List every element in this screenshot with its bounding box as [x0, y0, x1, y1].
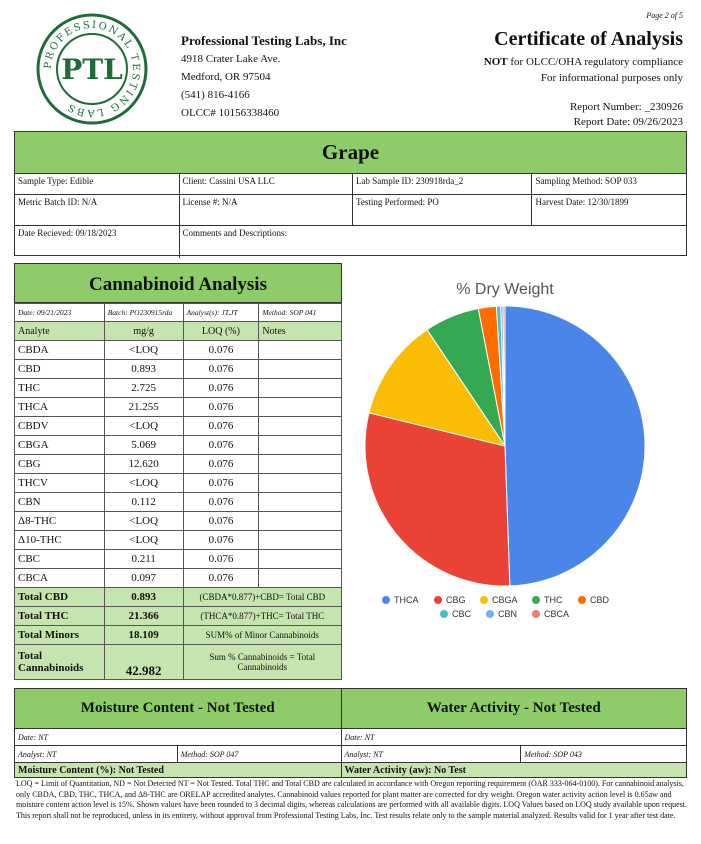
total-cbd-row	[15, 588, 342, 607]
pie-slice-thca	[505, 306, 645, 586]
analyte-loq: 0.076	[183, 417, 259, 436]
legend-label-thc: THC	[544, 595, 563, 605]
lab-sample-id: Lab Sample ID: 230918rda_2	[353, 174, 532, 194]
lab-name: Professional Testing Labs, Inc	[181, 33, 347, 48]
legend-label-cbc: CBC	[452, 609, 472, 619]
total-thc-row	[15, 607, 342, 626]
analyte-notes	[259, 569, 342, 588]
sample-row-2	[15, 195, 686, 226]
moisture-water-table	[14, 688, 687, 778]
lab-phone: (541) 816-4166	[181, 89, 250, 101]
moisture-title: Moisture Content - Not Tested	[15, 689, 342, 729]
analyte-value: <LOQ	[104, 341, 183, 360]
sample-name: Grape	[15, 132, 686, 174]
analyte-value: 12.620	[104, 455, 183, 474]
analyte-value: 5.069	[104, 436, 183, 455]
analysis-batch: Batch: PO230915rda	[104, 304, 183, 322]
legend-label-cbga: CBGA	[492, 595, 518, 605]
legend-swatch-cbc	[440, 610, 448, 618]
analyte-value: 2.725	[104, 379, 183, 398]
analyte-row	[15, 341, 342, 360]
legend-swatch-cbd	[578, 596, 586, 604]
lab-address2: Medford, OR 97504	[181, 71, 271, 83]
analyte-loq: 0.076	[183, 474, 259, 493]
not-label: NOT	[483, 56, 508, 68]
analyte-name: CBN	[15, 493, 105, 512]
analyte-name: CBD	[15, 360, 105, 379]
analyte-loq: 0.076	[183, 360, 259, 379]
legend-swatch-thca	[382, 596, 390, 604]
analyte-name: CBG	[15, 455, 105, 474]
analyte-name: CBDA	[15, 341, 105, 360]
moisture-method: Method: SOP 047	[177, 746, 341, 763]
analyte-loq: 0.076	[183, 512, 259, 531]
analyte-name: THCA	[15, 398, 105, 417]
header-loq: LOQ (%)	[183, 322, 259, 341]
legend-label-cbca: CBCA	[544, 609, 570, 619]
compliance-line	[484, 54, 683, 70]
analyte-name: Δ10-THC	[15, 531, 105, 550]
analyte-name: Δ8-THC	[15, 512, 105, 531]
moisture-date: Date: NT	[15, 729, 342, 746]
harvest-date: Harvest Date: 12/30/1899	[535, 197, 629, 207]
metric-batch-id: Metric Batch ID: N/A	[15, 195, 180, 225]
analyte-row	[15, 531, 342, 550]
lab-address1: 4918 Crater Lake Ave.	[181, 53, 281, 65]
water-method: Method: SOP 043	[521, 746, 687, 763]
sample-row-3	[15, 226, 686, 258]
water-result: Water Activity (aw): No Test	[341, 763, 687, 778]
report-number: Report Number: _230926	[569, 101, 683, 113]
legend-label-cbg: CBG	[446, 595, 466, 605]
compliance-text: for OLCC/OHA regulatory compliance	[507, 56, 683, 68]
coa-header	[484, 8, 683, 86]
legend-swatch-cbg	[434, 596, 442, 604]
testing-performed: Testing Performed: PO	[353, 195, 532, 225]
ptl-logo	[36, 13, 148, 125]
chart-title: % Dry Weight	[456, 281, 554, 298]
analyte-value: <LOQ	[104, 531, 183, 550]
analyte-value: <LOQ	[104, 512, 183, 531]
analyte-value: 0.211	[104, 550, 183, 569]
analyte-loq: 0.076	[183, 569, 259, 588]
analyte-row	[15, 379, 342, 398]
analysts: Analyst(s): JT,JT	[183, 304, 259, 322]
total-value: 42.982	[104, 645, 183, 680]
analyte-notes	[259, 531, 342, 550]
analyte-loq: 0.076	[183, 341, 259, 360]
analyte-name: CBDV	[15, 417, 105, 436]
analyte-notes	[259, 493, 342, 512]
comments: Comments and Descriptions:	[182, 228, 288, 238]
license: License #: N/A	[180, 195, 353, 225]
analyte-row	[15, 474, 342, 493]
analyte-row	[15, 455, 342, 474]
cannabinoid-analysis	[14, 263, 342, 680]
total-formula: (THCA*0.877)+THC= Total THC	[183, 607, 341, 626]
analyte-value: <LOQ	[104, 417, 183, 436]
analyte-notes	[259, 417, 342, 436]
mw-analyst-row	[15, 746, 687, 763]
logo-ring-text: PROFESSIONAL TESTING LABS	[42, 19, 142, 119]
analyte-row	[15, 417, 342, 436]
mw-head-row	[15, 689, 687, 729]
analyte-loq: 0.076	[183, 379, 259, 398]
total-label: Total Minors	[15, 626, 105, 645]
header-mg-g: mg/g	[104, 322, 183, 341]
analyte-loq: 0.076	[183, 493, 259, 512]
analyte-notes	[259, 379, 342, 398]
analyte-name: CBCA	[15, 569, 105, 588]
analyte-loq: 0.076	[183, 398, 259, 417]
analyte-name: THCV	[15, 474, 105, 493]
analyte-name: CBGA	[15, 436, 105, 455]
analyte-notes	[259, 474, 342, 493]
total-cannabinoids-row	[15, 645, 342, 680]
total-label: Total THC	[15, 607, 105, 626]
moisture-analyst: Analyst: NT	[15, 746, 178, 763]
analyte-notes	[259, 360, 342, 379]
analyte-row	[15, 569, 342, 588]
sample-info-box	[14, 131, 687, 256]
moisture-result: Moisture Content (%): Not Tested	[15, 763, 342, 778]
water-title: Water Activity - Not Tested	[341, 689, 687, 729]
analyte-row	[15, 550, 342, 569]
analyte-notes	[259, 436, 342, 455]
total-label: Total Cannabinoids	[15, 645, 105, 680]
analyte-notes	[259, 512, 342, 531]
legend-label-thca: THCA	[394, 595, 419, 605]
coa-title: Certificate of Analysis	[494, 28, 683, 50]
logo-letters: PTL	[61, 53, 123, 86]
analyte-value: 0.097	[104, 569, 183, 588]
analyte-value: 0.112	[104, 493, 183, 512]
analyte-notes	[259, 455, 342, 474]
info-line: For informational purposes only	[540, 72, 683, 84]
legend-swatch-cbga	[480, 596, 488, 604]
mw-result-row	[15, 763, 687, 778]
water-date: Date: NT	[341, 729, 687, 746]
total-value: 18.109	[104, 626, 183, 645]
legend-swatch-thc	[532, 596, 540, 604]
cannabinoid-title: Cannabinoid Analysis	[14, 263, 342, 303]
meta-row	[15, 304, 342, 322]
report-info	[570, 100, 683, 130]
report-date: Report Date: 09/26/2023	[573, 116, 683, 128]
analyte-row	[15, 512, 342, 531]
total-minors-row	[15, 626, 342, 645]
analyte-loq: 0.076	[183, 531, 259, 550]
total-label: Total CBD	[15, 588, 105, 607]
lab-info	[181, 32, 347, 122]
analyte-value: <LOQ	[104, 474, 183, 493]
analyte-name: THC	[15, 379, 105, 398]
analyte-row	[15, 360, 342, 379]
legend-label-cbd: CBD	[590, 595, 610, 605]
sample-type: Sample Type: Edible	[15, 174, 180, 194]
mw-date-row	[15, 729, 687, 746]
analyte-notes	[259, 341, 342, 360]
sample-row-1	[15, 174, 686, 195]
legend-swatch-cbn	[486, 610, 494, 618]
pie-chart	[350, 270, 690, 630]
cannabinoid-table	[14, 303, 342, 680]
moisture-water-section	[14, 688, 687, 778]
total-value: 21.366	[104, 607, 183, 626]
lab-olcc: OLCC# 10156338460	[181, 107, 280, 119]
analysis-date: Date: 09/21/2023	[15, 304, 105, 322]
footnote: LOQ = Limit of Quantitation, ND = Not Detected NT = Not Tested. Total THC and Total CBD are calculated in accordance with Oregon reporting requirement (OAR 333-064-0100). For cannabinoid analysis, only CBDA, CBD, THC, THCA, and Δ8-THC are ORELAP accredited analytes. Cannabinoid values reported for plant matter are corrected for dry weight. Oregon water activity action level is 0.65aw and moisture content action level is 15%. Shown values have been rounded to 3 decimal digits, whereas calculations are performed with all available digits. LOQ Values based on LOQ study available upon request. This report shall not be reproduced, unless in its entirety, without approval from Professional Testing Labs, Inc. Test results relate only to the sample material analyzed. Results valid for 1 year after test date.	[16, 779, 687, 820]
sampling-method: Sampling Method: SOP 033	[535, 176, 637, 186]
total-formula: Sum % Cannabinoids = Total Cannabinoids	[183, 645, 341, 680]
analyte-value: 21.255	[104, 398, 183, 417]
analysis-method: Method: SOP 041	[259, 304, 342, 322]
legend-label-cbn: CBN	[498, 609, 518, 619]
analyte-loq: 0.076	[183, 455, 259, 474]
total-formula: SUM% of Minor Cannabinoids	[183, 626, 341, 645]
water-analyst: Analyst: NT	[341, 746, 521, 763]
analyte-row	[15, 493, 342, 512]
analyte-notes	[259, 550, 342, 569]
page-number: Page 2 of 5	[646, 11, 683, 20]
column-headers	[15, 322, 342, 341]
client: Client: Cassini USA LLC	[180, 174, 353, 194]
analyte-row	[15, 398, 342, 417]
date-received: Date Recieved: 09/18/2023	[15, 226, 180, 258]
header-analyte: Analyte	[15, 322, 105, 341]
header-notes: Notes	[259, 322, 342, 341]
analyte-value: 0.893	[104, 360, 183, 379]
legend-swatch-cbca	[532, 610, 540, 618]
analyte-name: CBC	[15, 550, 105, 569]
total-value: 0.893	[104, 588, 183, 607]
analyte-notes	[259, 398, 342, 417]
total-formula: (CBDA*0.877)+CBD= Total CBD	[183, 588, 341, 607]
dry-weight-chart	[350, 270, 690, 630]
analyte-row	[15, 436, 342, 455]
analyte-loq: 0.076	[183, 436, 259, 455]
analyte-loq: 0.076	[183, 550, 259, 569]
